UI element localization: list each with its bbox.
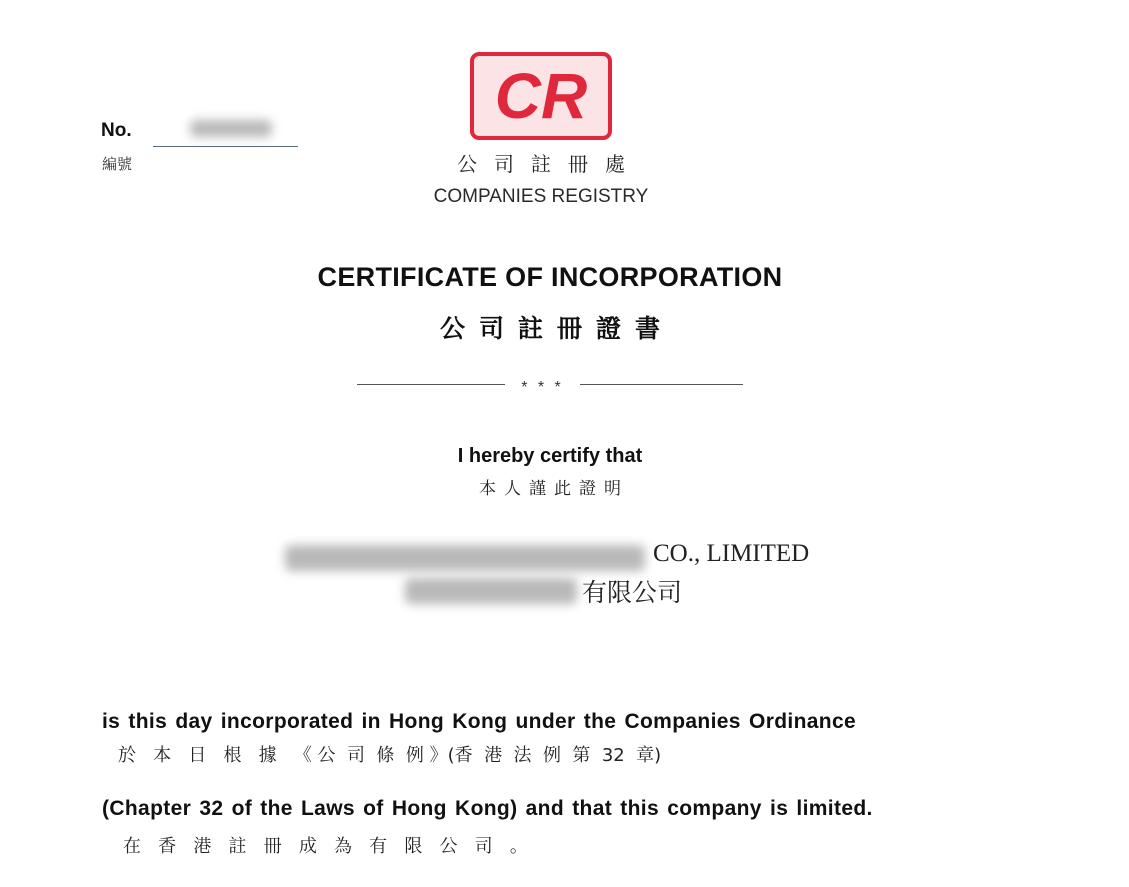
divider-right <box>580 384 743 385</box>
certificate-number-label-zh: 編號 <box>102 155 133 173</box>
cr-logo-icon <box>474 56 608 136</box>
certificate-number-underline <box>153 146 298 147</box>
divider-ornament: * * * <box>521 379 564 396</box>
companies-registry-logo <box>470 52 612 140</box>
registry-name-en: COMPANIES REGISTRY <box>433 186 649 207</box>
certify-statement-en: I hereby certify that <box>457 445 643 467</box>
company-suffix-en: CO., LIMITED <box>653 540 810 567</box>
certificate-title-en: CERTIFICATE OF INCORPORATION <box>317 262 783 292</box>
incorporation-statement-line2-zh: 在 香 港 註 冊 成 為 有 限 公 司 。 <box>123 836 528 857</box>
company-name-en-redacted <box>285 545 645 571</box>
incorporation-statement-line2-en: (Chapter 32 of the Laws of Hong Kong) and that this company is limited. <box>102 797 873 820</box>
company-name-zh-redacted <box>405 578 577 604</box>
company-suffix-zh: 有限公司 <box>582 578 683 607</box>
certify-statement-zh: 本人謹此證明 <box>479 479 629 499</box>
certificate-title-zh: 公司註冊證書 <box>439 314 674 343</box>
svg-text:CR: CR <box>494 60 588 132</box>
divider-left <box>357 384 505 385</box>
certificate-number-redacted <box>190 120 272 137</box>
incorporation-statement-line1-zh: 於 本 日 根 據 《 公 司 條 例 》(香 港 法 例 第 32 章) <box>118 745 662 766</box>
incorporation-statement-line1-en: is this day incorporated in Hong Kong under the Companies Ordinance <box>102 710 857 733</box>
registry-name-zh: 公司註冊處 <box>457 152 642 176</box>
certificate-number-label: No. <box>101 120 132 141</box>
